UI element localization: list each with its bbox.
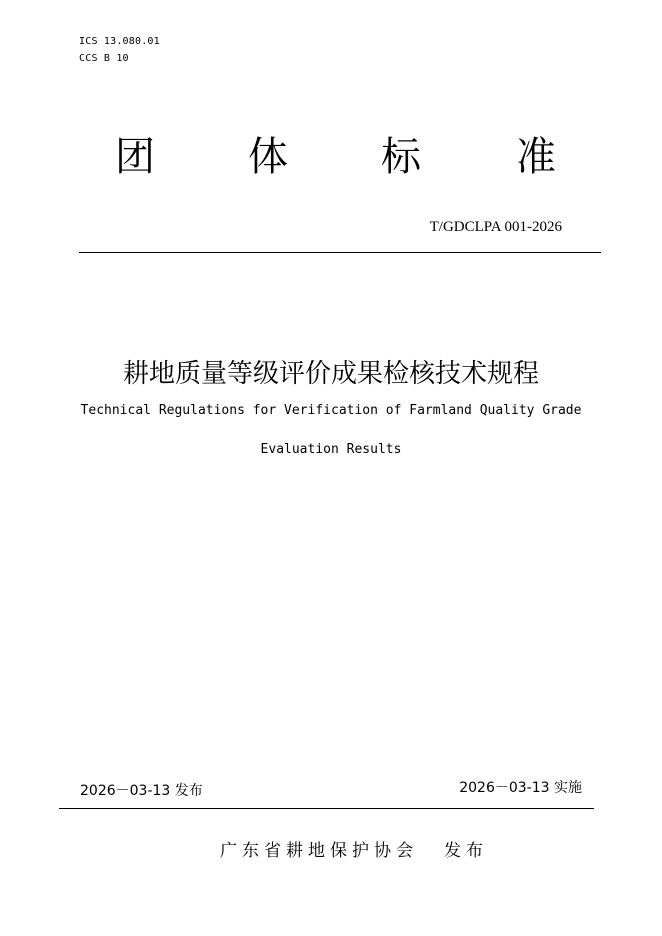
issue-date: 2026－03-13 发布 (80, 783, 203, 799)
publisher-line (220, 836, 488, 861)
doc-type-char: 体 (248, 134, 288, 180)
publisher-name: 广东省耕地保护协会 (220, 841, 418, 861)
title-chinese: 耕地质量等级评价成果检核技术规程 (122, 359, 539, 389)
title-english-line1: Technical Regulations for Verification of Farmland Quality Grade (80, 403, 582, 418)
implementation-date: 2026－03-13 实施 (459, 780, 582, 796)
doc-type-char: 标 (381, 134, 421, 180)
doc-type-char: 团 (115, 134, 155, 180)
classification-codes (79, 33, 160, 67)
bottom-divider (59, 808, 594, 809)
title-english-line2: Evaluation Results (260, 442, 402, 457)
ccs-code: CCS B 10 (79, 53, 129, 64)
publish-label: 发布 (444, 841, 488, 861)
standard-number: T/GDCLPA 001-2026 (429, 219, 562, 235)
document-type-heading (0, 132, 662, 182)
doc-type-char: 准 (516, 134, 556, 180)
ics-code: ICS 13.080.01 (79, 36, 160, 47)
top-divider (79, 252, 601, 253)
